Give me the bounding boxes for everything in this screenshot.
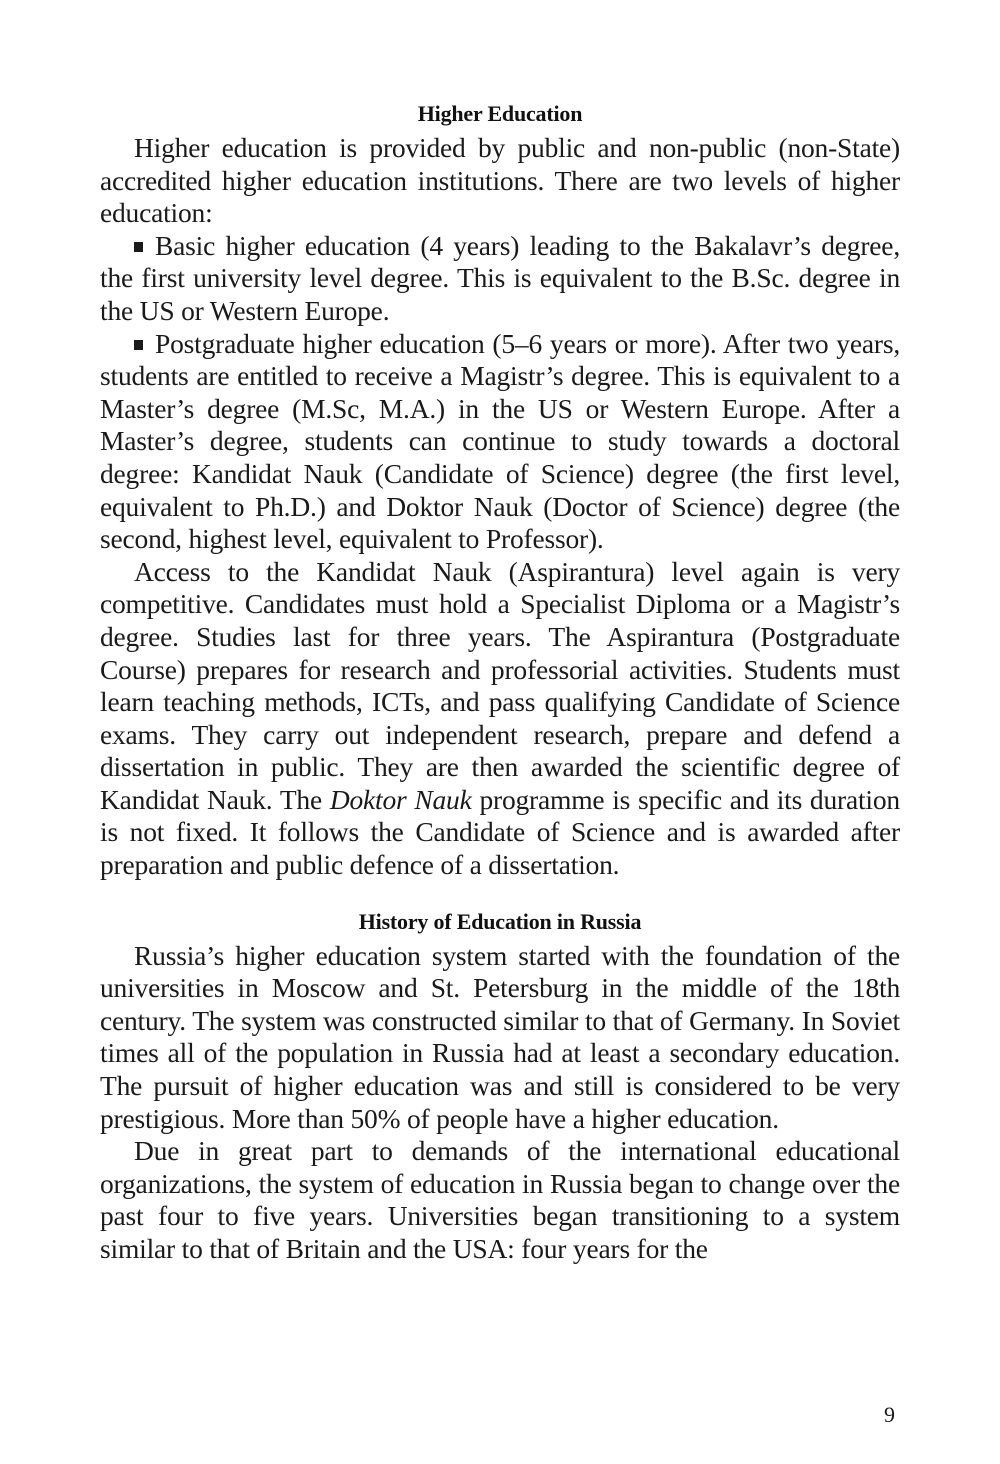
- section-heading-higher-education: Higher Education: [417, 101, 583, 126]
- bullet-text: Postgraduate higher education (5–6 years or more). After two years, students are entitled to receive a Magistr’s degree. This is equivalent to a Master’s degree (M.Sc, M.A.) in the US or Western Europe. After a Master’s degree, students can continue to study towards a doctoral degree: Kandidat Nauk (Candidate of Science) degree (the first level, equivalent to Ph.D.) and Doktor Nauk (Doctor of Science) degree (the second, highest level, equivalent to Professor).: [100, 327, 900, 555]
- bullet-item-postgraduate: [100, 328, 900, 556]
- paragraph-text: Access to the Kandidat Nauk (Aspirantura) level again is very competitive. Candidates must hold a Specialist Diploma or a Magistr’s degree. Studies last for three years. The Aspirantura (Postgraduate Course) prepares for research and professorial activities. Students must learn teaching methods, ICTs, and pass qualifying Candidate of Science exams. They carry out independent research, prepare and defend a dissertation in public. They are then awarded the scientific degree of Kandidat Nauk. The: [100, 555, 900, 815]
- paragraph-text: programme is specific and its duration is not fixed. It follows the Candidate of Science and is awarded after preparation and public defence of a dissertation.: [100, 783, 900, 881]
- history-paragraph: Russia’s higher education system started with the foundation of the universities in Moscow and St. Petersburg in the middle of the 18th century. The system was constructed similar to that of Germany. In Soviet times all of the population in Russia had at least a secondary education. The pursuit of higher education was and still is considered to be very prestigious. More than 50% of people have a higher education.: [100, 939, 900, 1134]
- access-paragraph: [100, 556, 900, 882]
- italic-term: Doktor Nauk: [329, 783, 472, 815]
- bullet-square-icon: [134, 242, 143, 252]
- page-body: [100, 96, 900, 1266]
- bullet-text: Basic higher education (4 years) leading to the Bakalavr’s degree, the first university level degree. This is equivalent to the B.Sc. degree in the US or Western Europe.: [100, 229, 900, 326]
- section-heading-history: History of Education in Russia: [358, 908, 642, 934]
- bullet-square-icon: [134, 340, 143, 350]
- history-paragraph: Due in great part to demands of the international educational organizations, the system of education in Russia began to change over the past four to five years. Universities began transitioning to a system similar to that of Britain and the USA: four years for the: [100, 1135, 900, 1264]
- page-number: 9: [884, 1402, 895, 1427]
- bullet-item-basic: [100, 230, 900, 328]
- intro-paragraph: Higher education is provided by public and non-public (non-State) accredited higher education institutions. There are two levels of higher education:: [100, 132, 900, 229]
